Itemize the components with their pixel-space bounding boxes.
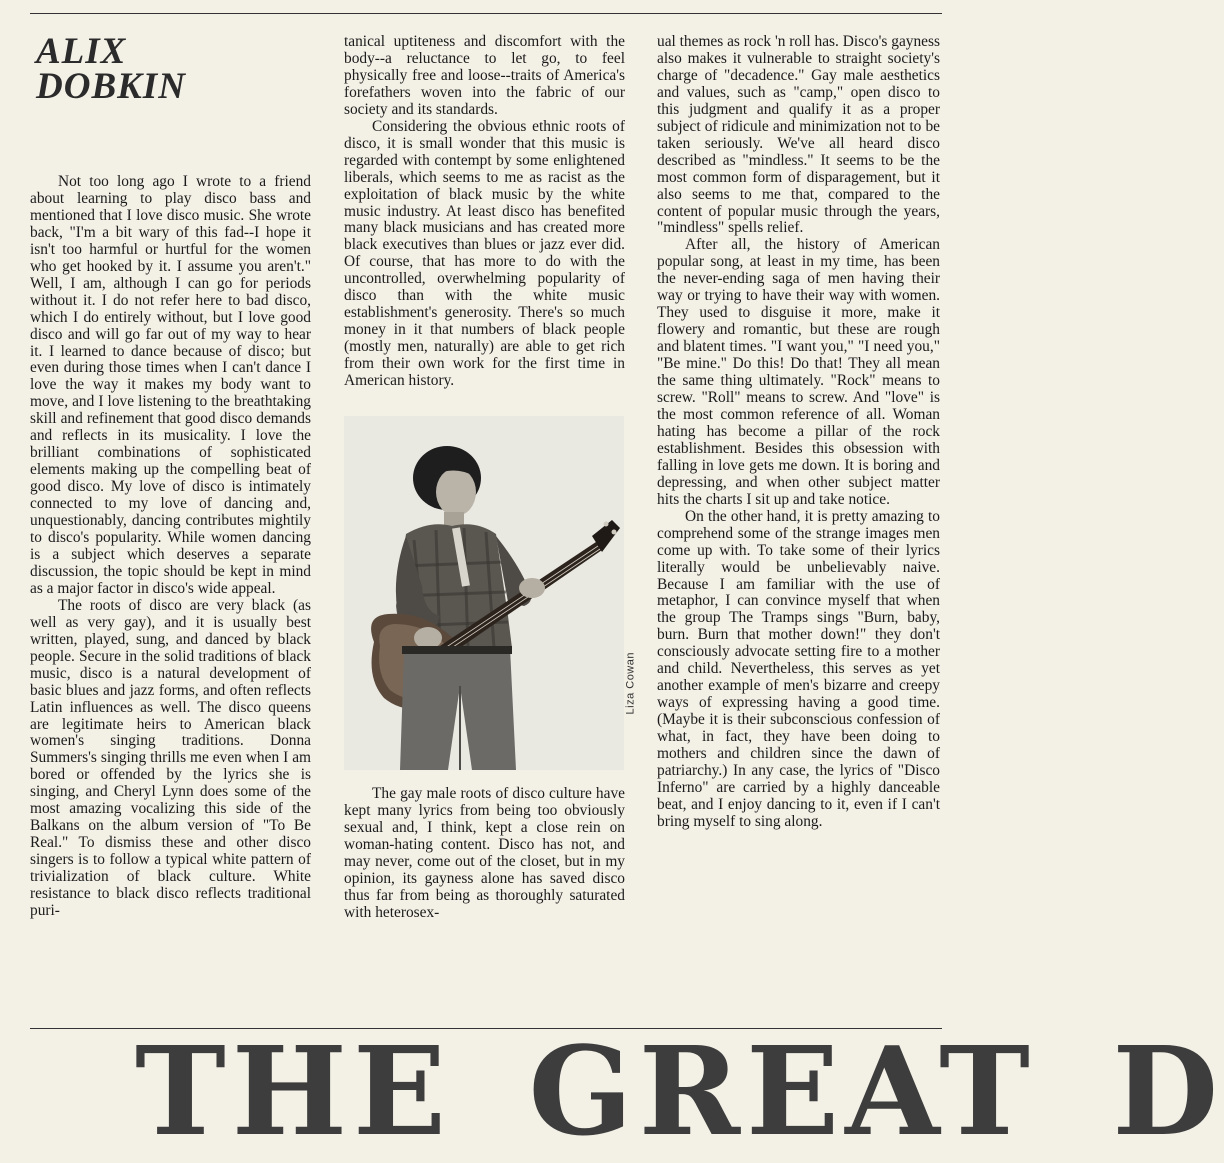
- paragraph: Not too long ago I wrote to a friend about learning to play disco bass and mentioned that I love disco music. She wrote back, "I'm a bit wary of this fad--I hope it isn't too harmful or hurtful for the women who get hooked by it. I assume you aren't." Well, I am, although I can go for periods without it. I do not refer here to bad disco, which I do entirely without, but I love good disco and will go far out of my way to hear it. I learned to dance because of disco; but even during those times when I can't dance I love the way it makes my body want to move, and I love listening to the breathtaking skill and refinement that good disco demands and reflects in its musicality. I love the brilliant combinations of sophisticated elements making up the compelling beat of good disco. My love of disco is intimately connected to my love of dancing and, unquestionably, dancing contributes mightily to disco's popularity. While women dancing is a subject which deserves a separate discussion, the topic should be kept in mind as a major factor in disco's wide appeal.: [30, 173, 311, 597]
- column-1: [30, 31, 311, 920]
- photo-guitarist: [344, 416, 636, 770]
- byline: ALIX DOBKIN: [36, 31, 186, 107]
- paragraph: On the other hand, it is pretty amazing to comprehend some of the strange images men come up with. To take some of their lyrics literally would be unbelievably naive. Because I am familiar with the use of metaphor, I can convince myself that when the group The Tramps sings "Burn, baby, burn. Burn that mother down!" they don't consciously advocate setting fire to a mother and child. Nevertheless, this serves as yet another example of men's bizarre and creepy ways of expressing having a good time. (Maybe it is their subconscious confession of what, in fact, they have been doing to mothers and children since the dawn of patriarchy.) In any case, the lyrics of "Disco Inferno" are carried by a highly danceable beat, and I enjoy dancing to it, even if I can't bring myself to sing along.: [657, 507, 940, 830]
- column-2: [344, 33, 636, 922]
- paragraph: The roots of disco are very black (as well as very gay), and it is usually best written, played, sung, and danced by black people. Secure in the solid traditions of black music, disco is a natural development of basic blues and jazz forms, and often reflects Latin influences as well. The disco queens are legitimate heirs to American black women's singing traditions. Donna Summers's singing thrills me even when I am bored or offended by the lyrics she is singing, and Cheryl Lynn does some of the most amazing vocalizing this side of the Balkans on the album version of "To Be Real." To dismiss these and other disco singers is to follow a typical white pattern of trivialization of black culture. White resistance to black disco reflects traditional puri-: [30, 596, 311, 919]
- paragraph: Considering the obvious ethnic roots of disco, it is small wonder that this music is regarded with contempt by some enlightened liberals, which seems to me as racist as the exploitation of black music by the white music industry. At least disco has benefited many black musicians and has created more black executives than blues or jazz ever did. Of course, that has more to do with the uncontrolled, overwhelming popularity of disco than with the white music establishment's generosity. There's so much money in it that numbers of black people (mostly men, naturally) are able to get rich from their own work for the first time in American history.: [344, 117, 625, 390]
- paragraph: After all, the history of American popular song, at least in my time, has been the never-ending saga of men having their way or trying to have their way with women. They used to disguise it more, make it flowery and romantic, but these are rough and blatent times. "I want you," "I need you," "Be mine." Do this! Do that! They all mean the same thing ultimately. "Rock" means to screw. "Roll" means to screw. And "love" is the most common reference of all. Woman hating has become a pillar of the rock establishment. Besides this obsession with falling in love gets me down. It is boring and depressing, and when other subject matter hits the charts I sit up and take notice.: [657, 236, 940, 508]
- paragraph: tanical uptiteness and discomfort with the body--a reluctance to let go, to feel physically free and loose--traits of America's forefathers woven into the fabric of our society and its standards.: [344, 33, 625, 118]
- paragraph: ual themes as rock 'n roll has. Disco's gayness also makes it vulnerable to straight society's charge of "decadence." Gay male aesthetics and values, such as "camp," open disco to this judgment and qualify it as a proper subject of ridicule and minimization not to be taken seriously. We've all heard disco described as "mindless." It seems to be the most common form of disparagement, but it also seems to me that, compared to the content of popular music through the years, "mindless" spells relief.: [657, 33, 940, 237]
- column-3: [657, 34, 940, 831]
- guitarist-illustration: [344, 416, 624, 770]
- photo-credit: Liza Cowan: [624, 652, 636, 715]
- top-rule: [30, 13, 942, 14]
- paragraph: The gay male roots of disco culture have kept many lyrics from being too obviously sexual and, I think, kept a close rein on woman-hating content. Disco has not, and may never, come out of the closet, but in my opinion, its gayness alone has saved disco thus far from being as thoroughly saturated with heterosex-: [344, 785, 625, 921]
- headline: THE GREAT D: [135, 1019, 1224, 1163]
